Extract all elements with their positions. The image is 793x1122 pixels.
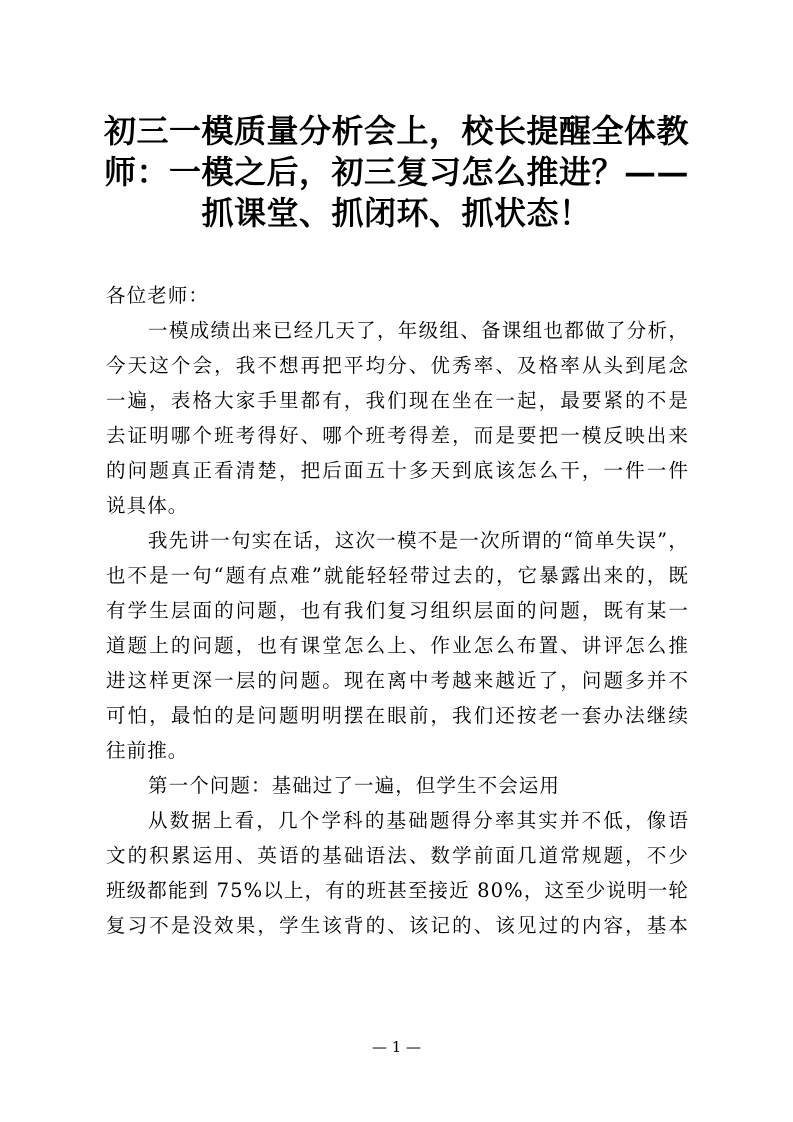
title-line: 初三一模质量分析会上，校长提醒全体教 [103,112,689,150]
page-number: — 1 — [371,1038,422,1056]
paragraph-line: 一模成绩出来已经几天了，年级组、备课组也都做了分析， [148,319,689,342]
paragraph-line: 一遍，表格大家手里都有，我们现在坐在一起，最要紧的不是 [106,389,689,412]
paragraph-line: 可怕，最怕的是问题明明摆在眼前，我们还按老一套办法继续 [106,704,689,727]
salutation: 各位老师： [106,284,210,307]
section-heading: 第一个问题：基础过了一遍，但学生不会运用 [148,774,561,797]
paragraph-line: 复习不是没效果，学生该背的、该记的、该见过的内容，基本 [106,914,689,937]
paragraph-line: 文的积累运用、英语的基础语法、数学前面几道常规题，不少 [106,844,689,867]
paragraph-line: 班级都能到 75%以上，有的班甚至接近 80%，这至少说明一轮 [106,879,689,902]
paragraph-line: 从数据上看，几个学科的基础题得分率其实并不低，像语 [148,809,689,832]
document-title [102,111,691,234]
paragraph-line: 我先讲一句实在话，这次一模不是一次所谓的“简单失误”， [148,529,689,552]
paragraph-line: 有学生层面的问题，也有我们复习组织层面的问题，既有某一 [106,599,689,622]
paragraph-line: 往前推。 [106,739,189,762]
paragraph-line: 道题上的问题，也有课堂怎么上、作业怎么布置、讲评怎么推 [106,634,689,657]
paragraph-line: 也不是一句“题有点难”就能轻轻带过去的，它暴露出来的，既 [106,564,689,587]
paragraph-line: 的问题真正看清楚，把后面五十多天到底该怎么干，一件一件 [106,459,689,482]
paragraph-line: 说具体。 [106,494,189,517]
paragraph-line: 去证明哪个班考得好、哪个班考得差，而是要把一模反映出来 [106,424,689,447]
title-line: 师：一模之后，初三复习怎么推进？—— [103,153,689,191]
paragraph-line: 进这样更深一层的问题。现在离中考越来越近了，问题多并不 [106,669,689,692]
title-line: 抓课堂、抓闭环、抓状态！ [201,194,592,232]
paragraph-line: 今天这个会，我不想再把平均分、优秀率、及格率从头到尾念 [106,354,689,377]
